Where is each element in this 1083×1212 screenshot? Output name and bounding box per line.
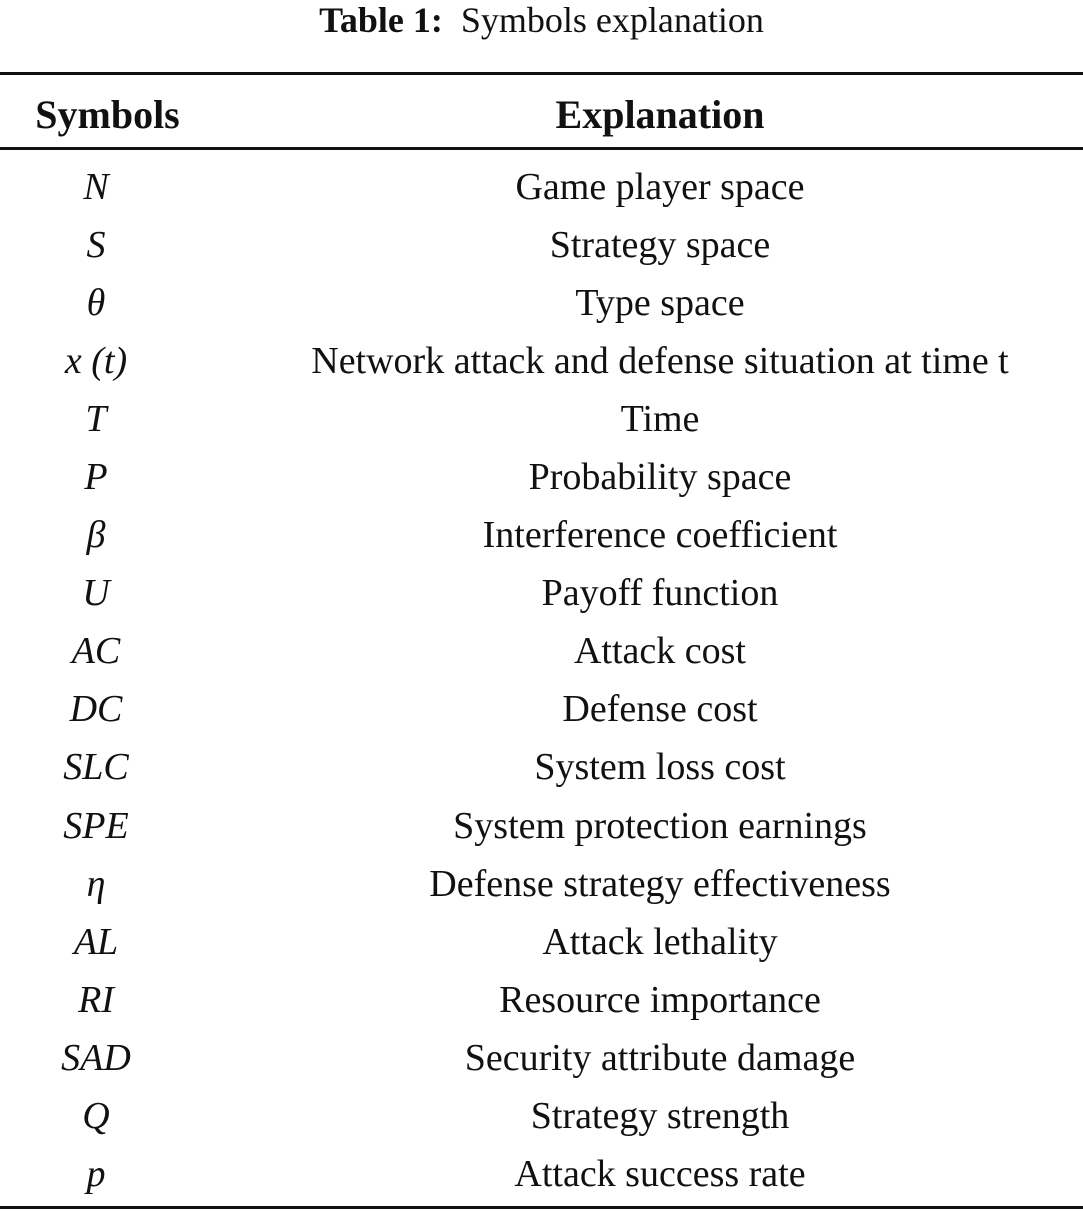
table-body — [0, 158, 1083, 1203]
symbol-cell: S — [86, 224, 106, 267]
symbol-cell: p — [86, 1152, 106, 1195]
table-row — [0, 216, 1083, 274]
table-row — [0, 506, 1083, 564]
explanation-cell: Game player space — [515, 166, 805, 208]
header-explanation: Explanation — [555, 92, 765, 137]
explanation-cell: System loss cost — [534, 746, 786, 789]
symbol-cell: SPE — [63, 804, 129, 847]
table-row — [0, 1145, 1083, 1203]
table-row — [0, 738, 1083, 796]
explanation-cell: System protection earnings — [453, 804, 867, 847]
table-row — [0, 158, 1083, 216]
explanation-cell: Network attack and defense situation at time t — [311, 340, 1009, 383]
explanation-cell: Attack success rate — [514, 1152, 806, 1195]
symbol-cell: T — [85, 398, 107, 441]
symbol-cell: x (t) — [64, 340, 128, 383]
header-symbols: Symbols — [35, 92, 180, 137]
explanation-cell: Attack cost — [573, 630, 746, 673]
symbol-cell: P — [84, 456, 108, 499]
explanation-cell: Payoff function — [541, 572, 779, 615]
top-rule — [0, 72, 1083, 75]
explanation-cell: Security attribute damage — [464, 1036, 856, 1079]
symbol-cell: AC — [71, 630, 121, 673]
table-caption — [0, 0, 1083, 40]
explanation-cell: Defense strategy effectiveness — [429, 862, 891, 905]
symbol-cell: RI — [78, 978, 114, 1021]
table-row — [0, 274, 1083, 332]
symbol-cell: β — [86, 514, 106, 557]
symbol-cell: η — [86, 862, 106, 905]
symbol-cell: SLC — [63, 746, 129, 789]
table-row — [0, 390, 1083, 448]
table-row — [0, 1029, 1083, 1087]
table-row — [0, 971, 1083, 1029]
caption-label: Table 1: — [319, 0, 443, 40]
table-row — [0, 448, 1083, 506]
explanation-cell: Resource importance — [499, 978, 821, 1021]
symbol-cell: U — [82, 572, 110, 615]
bottom-rule — [0, 1206, 1083, 1209]
table-row — [0, 332, 1083, 390]
symbol-cell: Q — [82, 1094, 110, 1137]
explanation-cell: Strategy space — [549, 224, 771, 267]
table-header — [0, 90, 1083, 140]
explanation-cell: Type space — [575, 282, 745, 325]
table-row — [0, 622, 1083, 680]
symbol-cell: θ — [86, 282, 106, 325]
symbol-cell: DC — [69, 688, 123, 731]
table-row — [0, 564, 1083, 622]
symbol-cell: N — [83, 166, 109, 208]
caption-text: Symbols explanation — [460, 0, 764, 40]
explanation-cell: Time — [620, 398, 700, 441]
header-rule — [0, 147, 1083, 150]
table-row — [0, 797, 1083, 855]
symbol-cell: AL — [73, 920, 119, 963]
explanation-cell: Strategy strength — [530, 1094, 790, 1137]
explanation-cell: Defense cost — [562, 688, 758, 731]
table-row — [0, 913, 1083, 971]
table-row — [0, 855, 1083, 913]
symbol-cell: SAD — [61, 1036, 131, 1079]
explanation-cell: Interference coefficient — [482, 514, 838, 557]
table-row — [0, 1087, 1083, 1145]
explanation-cell: Probability space — [528, 456, 792, 499]
table-row — [0, 680, 1083, 738]
explanation-cell: Attack lethality — [542, 920, 778, 963]
